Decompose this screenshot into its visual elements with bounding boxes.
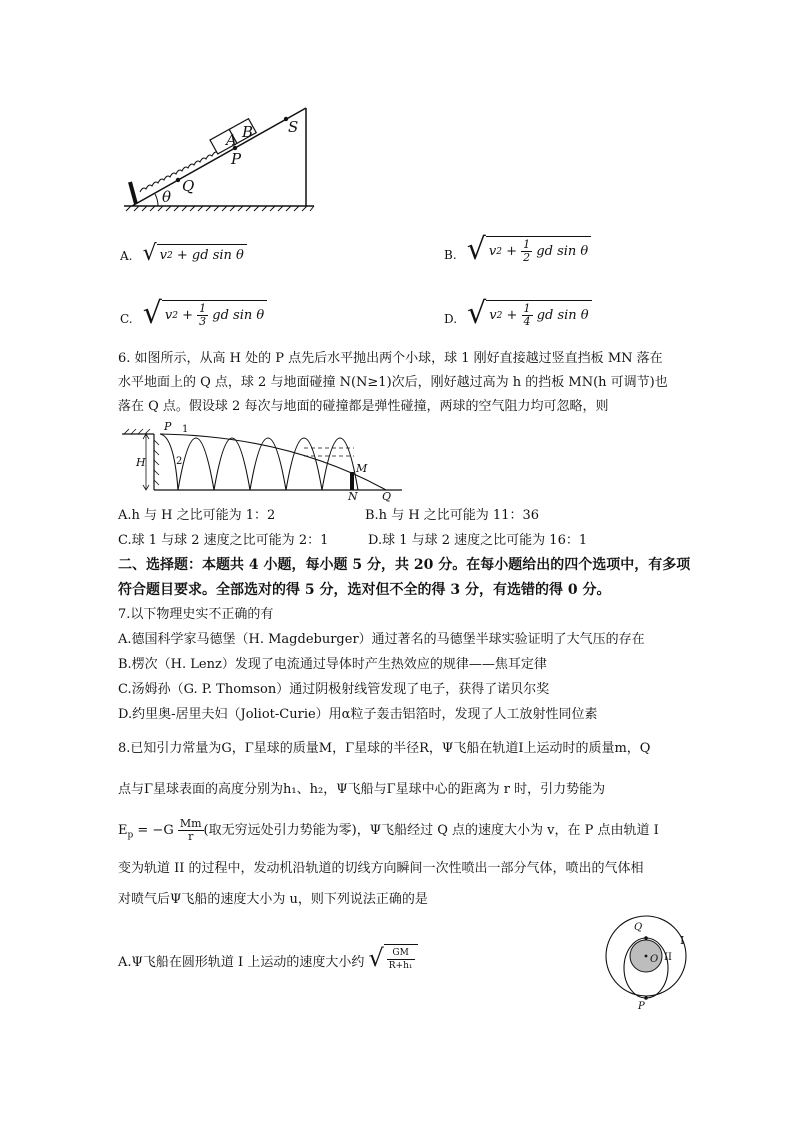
q6-option-c[interactable]: C.球 1 与球 2 速度之比可能为 2：1: [118, 533, 329, 548]
q5-option-b[interactable]: B. √ v 2 + $\frac{1}{2}$ gd sin θ: [444, 236, 591, 265]
label-n: N: [348, 490, 358, 503]
label-p: P: [638, 1001, 645, 1012]
section-2-header-line-2: 符合题目要求。全部选对的得 5 分，选对但不全的得 3 分，有选错的得 0 分。: [118, 582, 611, 598]
label-q: Q: [382, 490, 392, 503]
label-q: Q: [634, 922, 643, 933]
label-b: B: [242, 123, 254, 141]
incline-figure: [118, 100, 318, 212]
label-theta: θ: [162, 188, 172, 206]
q8-line-4: 变为轨道 II 的过程中，发动机沿轨道的切线方向瞬间一次性喷出一部分气体，喷出的气体相: [118, 861, 644, 876]
q6-line-3: 落在 Q 点。假设球 2 每次与地面的碰撞都是弹性碰撞，两球的空气阻力均可忽略，则: [118, 399, 609, 414]
label-p: P: [231, 150, 242, 168]
label-ball-1: 1: [182, 424, 189, 435]
projectile-figure: [118, 422, 408, 502]
q5-option-a[interactable]: A. √ v 2 + gd sin θ: [120, 243, 247, 266]
q8-line-3: $E_p = -G$ $\frac{Mm}{r}$ (取无穷远处引力势能为零)，Ψ飞船经过 Q 点的速度大小为 v，在 P 点由轨道 I: [118, 817, 659, 843]
label-p: P: [164, 420, 172, 433]
q6-option-b[interactable]: B.h 与 H 之比可能为 11：36: [365, 508, 540, 523]
label-orbit-i: I: [680, 934, 685, 947]
q5-option-c[interactable]: C. √ v 2 + $\frac{1}{3}$ gd sin θ: [120, 300, 267, 329]
section-2-header-line-1: 二、选择题：本题共 4 小题，每小题 5 分，共 20 分。在每小题给出的四个选项中，有多项: [118, 557, 691, 573]
label-s: S: [288, 118, 299, 136]
label-q: Q: [182, 177, 195, 195]
q6-line-1: 6. 如图所示，从高 H 处的 P 点先后水平抛出两个小球，球 1 刚好直接越过竖直挡板 MN 落在: [118, 351, 663, 366]
q7-option-c[interactable]: C.汤姆孙（G. P. Thomson）通过阴极射线管发现了电子，获得了诺贝尔奖: [118, 682, 550, 697]
label-orbit-ii: II: [664, 952, 672, 963]
q6-option-a[interactable]: A.h 与 H 之比可能为 1：2: [118, 508, 276, 523]
q8-line-5: 对喷气后Ψ飞船的速度大小为 u，则下列说法正确的是: [118, 892, 428, 907]
orbit-figure: [600, 912, 700, 1012]
q6-option-d[interactable]: D.球 1 与球 2 速度之比可能为 16：1: [368, 533, 588, 548]
q5-option-d[interactable]: D. √ v 2 + $\frac{1}{4}$ gd sin θ: [444, 300, 592, 329]
q7-option-d[interactable]: D.约里奥-居里夫妇（Joliot-Curie）用α粒子轰击铝箔时，发现了人工放射性同位素: [118, 707, 598, 722]
label-a: A: [226, 131, 237, 149]
label-o: O: [650, 954, 659, 965]
q8-line-1: 8.已知引力常量为G，Γ星球的质量M，Γ星球的半径R，Ψ飞船在轨道I上运动时的质量m，Q: [118, 741, 651, 756]
q7-option-b[interactable]: B.楞次（H. Lenz）发现了电流通过导体时产生热效应的规律——焦耳定律: [118, 657, 547, 672]
q6-line-2: 水平地面上的 Q 点，球 2 与地面碰撞 N(N≥1)次后，刚好越过高为 h 的挡板 MN(h 可调节)也: [118, 375, 668, 390]
label-h: H: [136, 456, 146, 469]
q7-stem: 7.以下物理史实不正确的有: [118, 607, 274, 622]
label-ball-2: 2: [176, 456, 183, 467]
q7-option-a[interactable]: A.德国科学家马德堡（H. Magdeburger）通过著名的马德堡半球实验证明了大气压的存在: [118, 632, 645, 647]
q8-line-2: 点与Γ星球表面的高度分别为h₁、h₂，Ψ飞船与Γ星球中心的距离为 r 时，引力势能为: [118, 782, 606, 797]
label-m: M: [356, 462, 368, 475]
ep-formula: $E_p = -G$ $\frac{Mm}{r}$: [118, 817, 202, 843]
q8-option-a[interactable]: A.Ψ飞船在圆形轨道 I 上运动的速度大小约 √ $\frac{GM}{\text{R+h₁}}$: [118, 944, 418, 972]
